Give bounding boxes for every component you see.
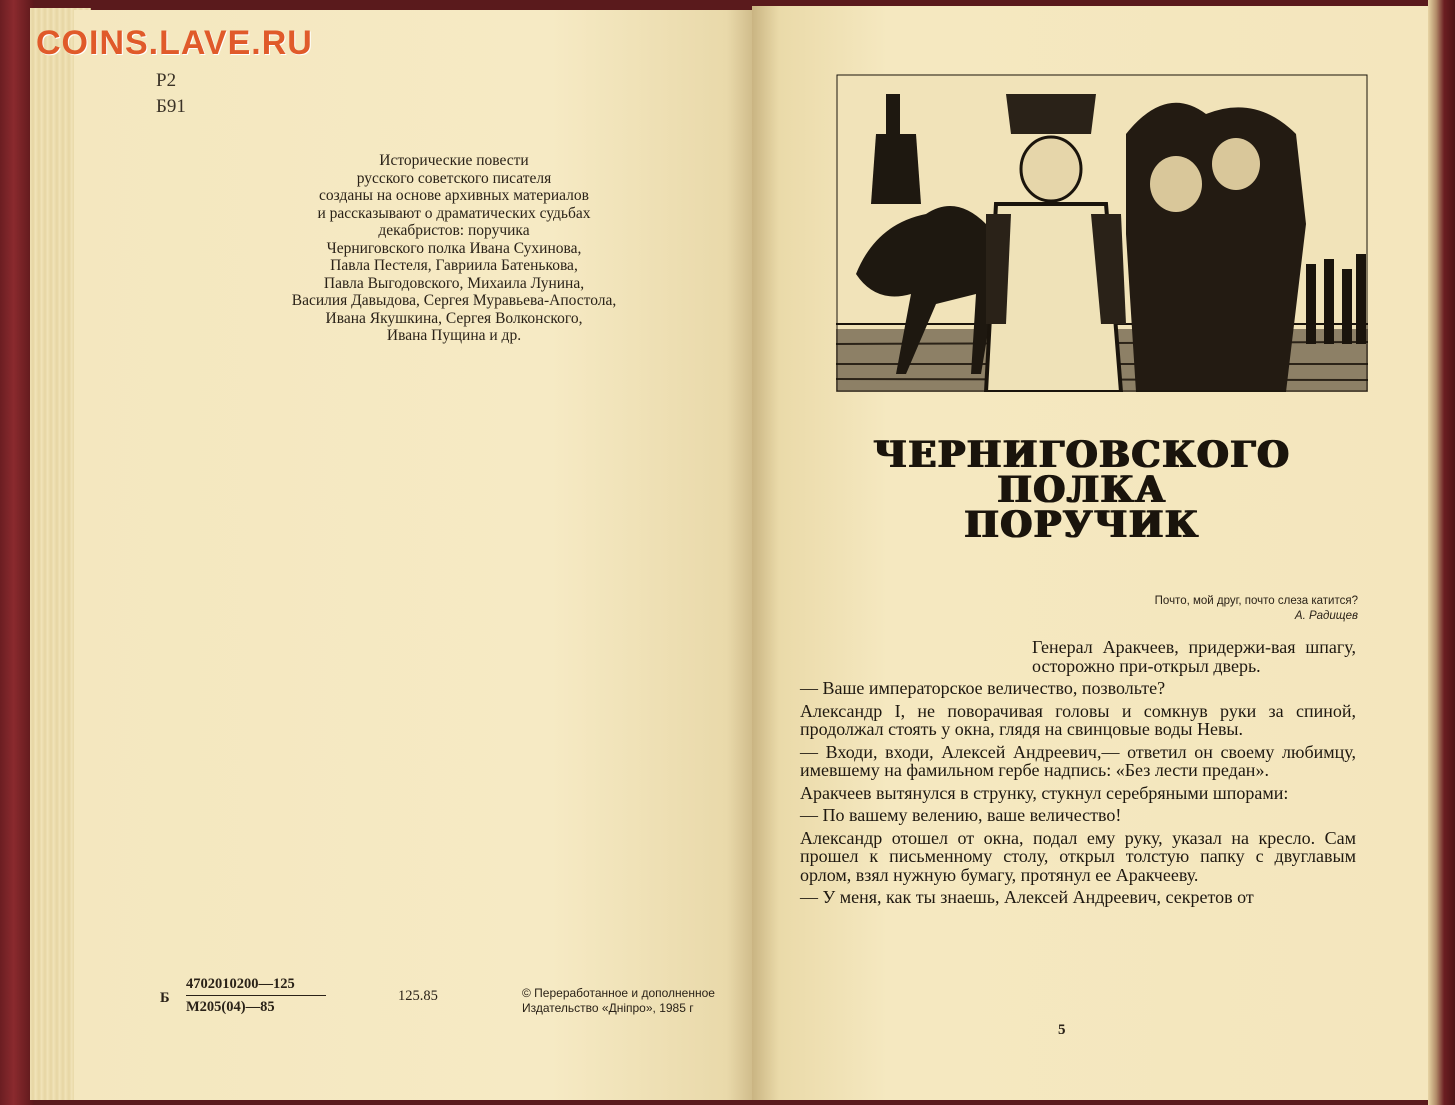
copyright-line: Издательство «Дніпро», 1985 г [522,1001,694,1015]
chapter-illustration [836,74,1368,392]
copyright-line: © Переработанное и дополненное [522,986,715,1000]
class-code-2: Б91 [156,96,186,117]
paragraph: — Входи, входи, Алексей Андреевич,— ответил он своему любимцу, имевшему на фамильном гербе надпись: «Без лести предан». [800,741,1356,780]
chapter-title [872,434,1292,546]
library-class-codes [156,68,186,120]
annotation-line: Черниговского полка Ивана Сухинова, [326,239,582,257]
annotation-line: и рассказывают о драматических судьбах [317,204,591,222]
paragraph: Генерал Аракчеев, придержи-вая шпагу, осторожно при-открыл дверь. [1032,637,1356,676]
book-cover-left-edge [0,0,34,1105]
bib-fraction-line [186,995,326,996]
paragraph: — По вашему велению, ваше величество! [800,805,1122,825]
epigraph-text: Почто, мой друг, почто слеза катится? [1154,595,1358,607]
title-line: ПОРУЧИК [964,504,1200,546]
epigraph [1082,594,1358,624]
annotation-line: созданы на основе архивных материалов [319,187,589,204]
chapter-body-text [800,638,1356,911]
annotation-line: Павла Пестеля, Гавриила Батенькова, [330,257,578,274]
officers-group-right [1126,103,1306,392]
paragraph: — У меня, как ты знаешь, Алексей Андреевич, секретов от [800,887,1254,907]
page-number: 5 [1058,1022,1066,1038]
paragraph: — Ваше императорское величество, позвольте? [800,678,1166,698]
annotation-line: русского советского писателя [356,169,552,187]
paragraph: Александр I, не поворачивая головы и сомкнув руки за спиной, продолжал стоять у окна, глядя на свинцовые воды Невы. [800,700,1356,739]
bib-fraction [186,976,316,1016]
annotation-line: Василия Давыдова, Сергея Муравьева-Апостола, [291,292,617,309]
epigraph-author: А. Радищев [1294,610,1358,622]
title-line: ЧЕРНИГОВСКОГО [873,434,1291,476]
copyright-notice [522,986,742,1016]
bib-denominator: М205(04)—85 [186,999,275,1015]
right-page [752,6,1430,1100]
bib-letter: Б [160,990,170,1006]
left-page [74,10,754,1100]
class-code-1: Р2 [156,70,177,91]
paragraph: Александр отошел от окна, подал ему руку, указал на кресло. Сам прошел к письменному столу, открыл толстую папку с двуглавым орлом, взял нужную бумагу, протянул ее Аракчееву. [800,827,1356,885]
title-line: ПОЛКА [997,469,1167,511]
annotation-line: Павла Выгодовского, Михаила Лунина, [323,274,585,292]
bib-price: 125.85 [398,988,438,1004]
book-annotation [234,152,674,345]
annotation-line: Ивана Пущина и др. [386,327,522,344]
annotation-line: декабристов: поручика [378,222,530,239]
book-cover-right-edge [1428,0,1455,1105]
annotation-line: Исторические повести [379,152,529,169]
annotation-line: Ивана Якушкина, Сергея Волконского, [325,309,583,327]
site-watermark: COINS.LAVE.RU [36,24,313,62]
bib-numerator: 4702010200—125 [186,976,295,992]
paragraph: Аракчеев вытянулся в струнку, стукнул серебряными шпорами: [800,782,1289,803]
